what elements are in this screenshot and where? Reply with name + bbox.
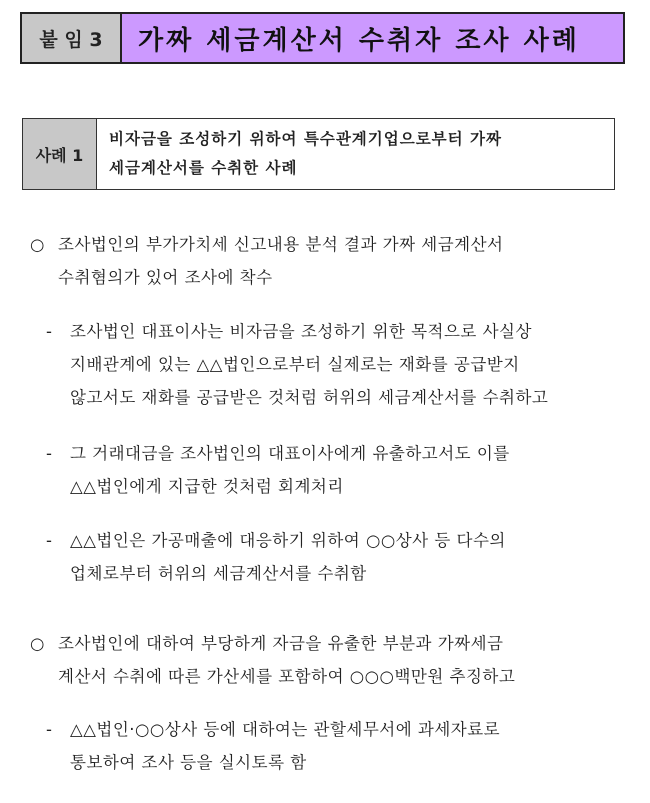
paragraph-line: 조사법인에 대하여 부당하게 자금을 유출한 부분과 가짜세금 [58,634,504,653]
section-1-subitem-1 [46,315,548,414]
subitem-line: △△법인·○○상사 등에 대하여는 관할세무서에 과세자료로 [70,720,501,739]
section-1-subitem-3 [46,524,506,590]
case-line: 비자금을 조성하기 위하여 특수관계기업으로부터 가짜 [109,130,502,148]
subitem-line: 지배관계에 있는 △△법인으로부터 실제로는 재화를 공급받지 [70,355,520,374]
paragraph-line: 조사법인의 부가가치세 신고내용 분석 결과 가짜 세금계산서 [58,235,504,254]
paragraph-line: 수취혐의가 있어 조사에 착수 [58,268,273,287]
section-2-paragraph [30,627,515,693]
dash-bullet: - [46,444,53,463]
section-1-subitem-2 [46,437,510,503]
subitem-line: 않고서도 재화를 공급받은 것처럼 허위의 세금계산서를 수취하고 [70,388,549,407]
subitem-line: 업체로부터 허위의 세금계산서를 수취함 [70,564,367,583]
title-bar [20,12,625,64]
paragraph-line: 계산서 수취에 따른 가산세를 포함하여 ○○○백만원 추징하고 [58,667,516,686]
case-box [22,118,615,190]
circle-bullet: ○ [30,634,45,653]
case-line: 세금계산서를 수취한 사례 [109,159,298,177]
case-tag: 사례 1 [23,119,97,189]
case-description [97,119,614,189]
subitem-line: 통보하여 조사 등을 실시토록 함 [70,753,307,772]
subitem-line: 조사법인 대표이사는 비자금을 조성하기 위한 목적으로 사실상 [70,322,532,341]
section-1-paragraph [30,228,503,294]
dash-bullet: - [46,720,53,739]
attachment-tag: 붙 임 3 [22,14,122,62]
dash-bullet: - [46,322,53,341]
dash-bullet: - [46,531,53,550]
circle-bullet: ○ [30,235,45,254]
subitem-line: 그 거래대금을 조사법인의 대표이사에게 유출하고서도 이를 [70,444,510,463]
subitem-line: △△법인은 가공매출에 대응하기 위하여 ○○상사 등 다수의 [70,531,506,550]
subitem-line: △△법인에게 지급한 것처럼 회계처리 [70,477,344,496]
section-2-subitem-1 [46,713,500,779]
page-title: 가짜 세금계산서 수취자 조사 사례 [122,14,623,62]
